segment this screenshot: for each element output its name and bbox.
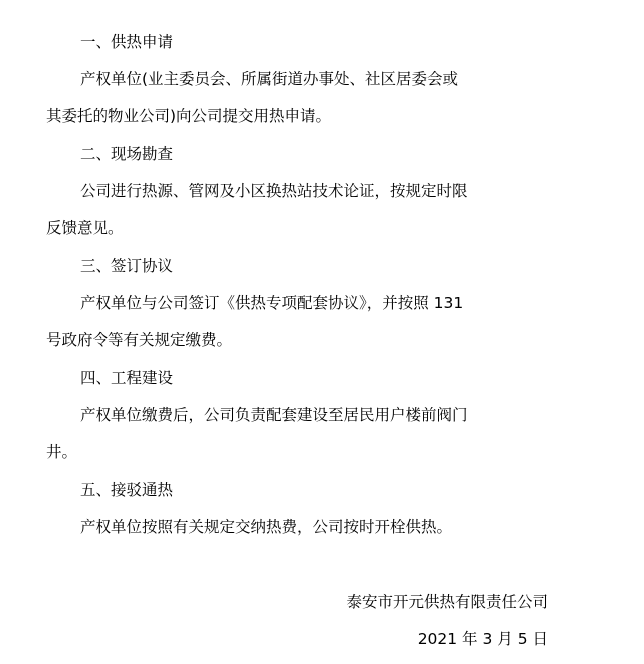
section-3-text-line-2: 号政府令等有关规定缴费。 bbox=[46, 331, 233, 349]
section-2-heading: 二、现场勘查 bbox=[80, 145, 174, 163]
section-3-heading: 三、签订协议 bbox=[80, 257, 174, 275]
section-5-text-line-1: 产权单位按照有关规定交纳热费，公司按时开栓供热。 bbox=[80, 518, 453, 536]
section-3-text-line-1: 产权单位与公司签订《供热专项配套协议》，并按照 131 bbox=[80, 294, 464, 312]
section-1-text-line-2: 其委托的物业公司)向公司提交用热申请。 bbox=[46, 107, 332, 125]
section-4-text-line-1: 产权单位缴费后，公司负责配套建设至居民用户楼前阀门 bbox=[80, 406, 468, 424]
signature-date: 2021 年 3 月 5 日 bbox=[417, 630, 548, 648]
section-2-text-line-2: 反馈意见。 bbox=[46, 219, 124, 237]
section-5-heading: 五、接驳通热 bbox=[80, 481, 174, 499]
section-1-heading: 一、供热申请 bbox=[80, 33, 174, 51]
section-4-heading: 四、工程建设 bbox=[80, 369, 174, 387]
section-2-text-line-1: 公司进行热源、管网及小区换热站技术论证，按规定时限 bbox=[80, 182, 468, 200]
section-4-text-line-2: 井。 bbox=[46, 443, 78, 461]
section-1-text-line-1: 产权单位(业主委员会、所属街道办事处、社区居委会或 bbox=[80, 70, 459, 88]
signature-company: 泰安市开元供热有限责任公司 bbox=[346, 593, 548, 611]
